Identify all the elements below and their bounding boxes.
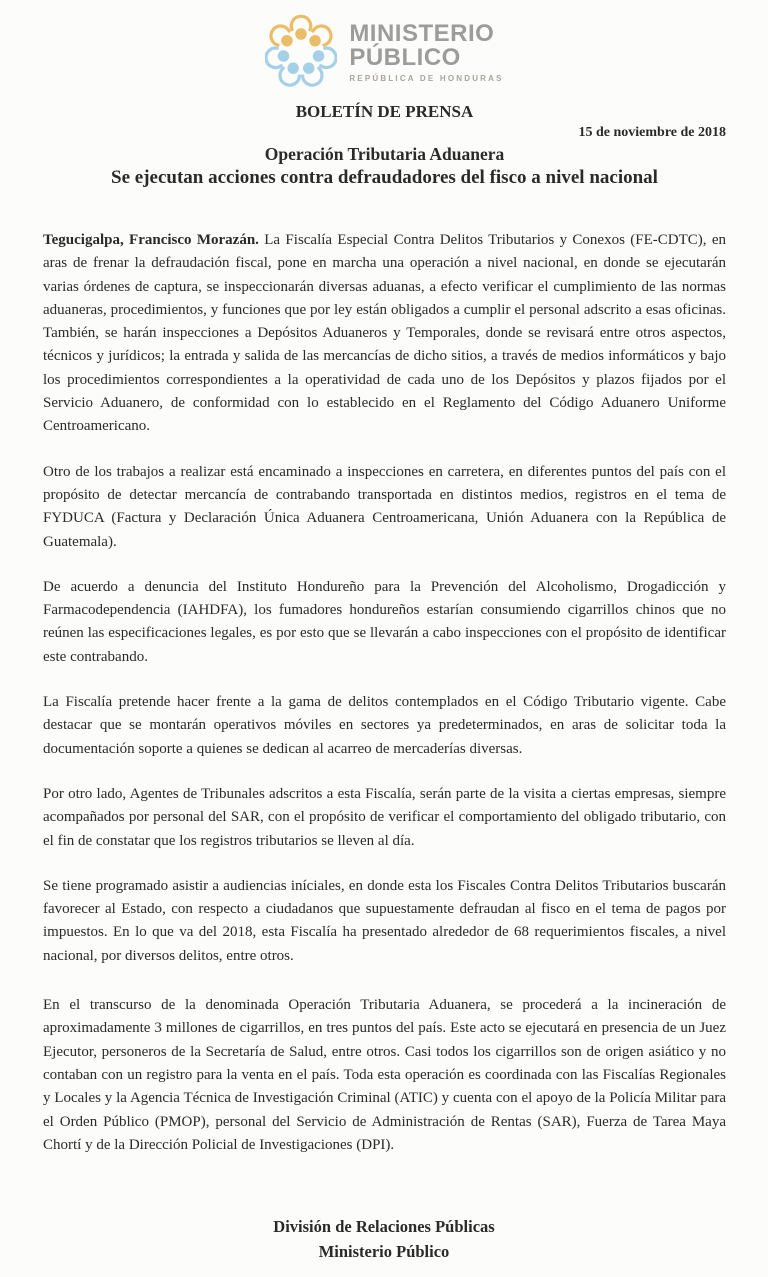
logo-name-line1: MINISTERIO [349, 19, 495, 47]
logo-subtitle: REPÚBLICA DE HONDURAS [349, 73, 504, 83]
bulletin-title: BOLETÍN DE PRENSA [295, 102, 474, 121]
logo-text-block [349, 19, 504, 83]
paragraph-3: De acuerdo a denuncia del Instituto Hondureño para la Prevención del Alcoholismo, Drogadicción y Farmacodependencia (IAHDFA), los fumadores hondureños estarían consumiendo cigarrillos chinos que no reúnen las especificaciones legales, es por esto que se llevarán a cabo inspecciones con el propósito de identificar este contrabando. [43, 578, 726, 665]
headline-operation: Operación Tributaria Aduanera [264, 144, 505, 164]
paragraph-5: Por otro lado, Agentes de Tribunales adscritos a esta Fiscalía, serán parte de la visita a ciertas empresas, siempre acompañados por personal del SAR, con el propósito de verificar el comportamiento del obligado tributario, con el fin de constatar que los registros tributarios se lleven al día. [43, 785, 726, 849]
footer-division-line: División de Relaciones Públicas [273, 1217, 495, 1236]
paragraph-6: Se tiene programado asistir a audiencias iníciales, en donde esta los Fiscales Contra Delitos Tributarios buscarán favorecer al Estado, con respecto a ciudadanos que supuestamente defraudan al fisco en el tema de pagos por impuestos. En lo que va del 2018, esta Fiscalía ha presentado alrededor de 68 requerimientos fiscales, a nivel nacional, por diversos delitos, entre otros. [43, 877, 726, 964]
dateline-lead: Tegucigalpa, Francisco Morazán. [43, 232, 259, 248]
people-circle-logo-icon [265, 14, 337, 90]
ministerio-publico-logo [43, 10, 726, 94]
paragraph-1 [43, 229, 726, 439]
footer-ministry-line: Ministerio Público [318, 1242, 450, 1261]
signature-block [0, 1214, 768, 1264]
paragraph-1-text: La Fiscalía Especial Contra Delitos Tributarios y Conexos (FE-CDTC), en aras de frenar la defraudación fiscal, pone en marcha una operación a nivel nacional, en donde se ejecutarán varias órdenes de captura, se inspeccionarán diversas aduanas, a efecto verificar el cumplimiento de las normas aduaneras, procedimientos, y funciones que por ley están obligados a cumplir el personal adscrito a esas oficinas. También, se harán inspecciones a Depósitos Aduaneros y Temporales, donde se revisará entre otros aspectos, técnicos y jurídicos; la entrada y salida de las mercancías de dicho sitios, a través de medios informáticos y bajo los procedimientos correspondientes a la operatividad de cada uno de los Depósitos y plazos fijados por el Servicio Aduanero, de conformidad con lo establecido en el Reglamento del Código Aduanero Uniforme Centroamericano. [43, 232, 726, 435]
paragraph-7: En el transcurso de la denominada Operación Tributaria Aduanera, se procederá a la incineración de aproximadamente 3 millones de cigarrillos, en tres puntos del país. Este acto se ejecutará en presencia de un Juez Ejecutor, personeros de la Secretaría de Salud, entre otros. Casi todos los cigarrillos son de origen asiático y no contaban con un registro para la venta en el país. Toda esta operación es coordinada con las Fiscalías Regionales y Locales y la Agencia Técnica de Investigación Criminal (ATIC) y cuenta con el apoyo de la Policía Militar para el Orden Público (PMOP), personal del Servicio de Administración de Rentas (SAR), Fuerza de Tarea Maya Chortí y de la Dirección Policial de Investigaciones (DPI). [43, 997, 726, 1153]
headline-subtitle: Se ejecutan acciones contra defraudadores del fisco a nivel nacional [111, 167, 658, 188]
date-line: 15 de noviembre de 2018 [578, 125, 726, 140]
logo-name-line2: PÚBLICO [349, 43, 461, 71]
paragraph-2: Otro de los trabajos a realizar está encaminado a inspecciones en carretera, en diferentes puntos del país con el propósito de detectar mercancía de contrabando transportada en distintos medios, registros en el tema de FYDUCA (Factura y Declaración Única Aduanera Centroamericana, Unión Aduanera con la República de Guatemala). [43, 463, 726, 550]
press-release-body [43, 229, 726, 1157]
paragraph-4: La Fiscalía pretende hacer frente a la gama de delitos contemplados en el Código Tributario vigente. Cabe destacar que se montarán operativos móviles en sectores ya predeterminados, en aras de solicitar toda la documentación soporte a quienes se dedican al acarreo de mercaderías diversas. [43, 694, 726, 757]
